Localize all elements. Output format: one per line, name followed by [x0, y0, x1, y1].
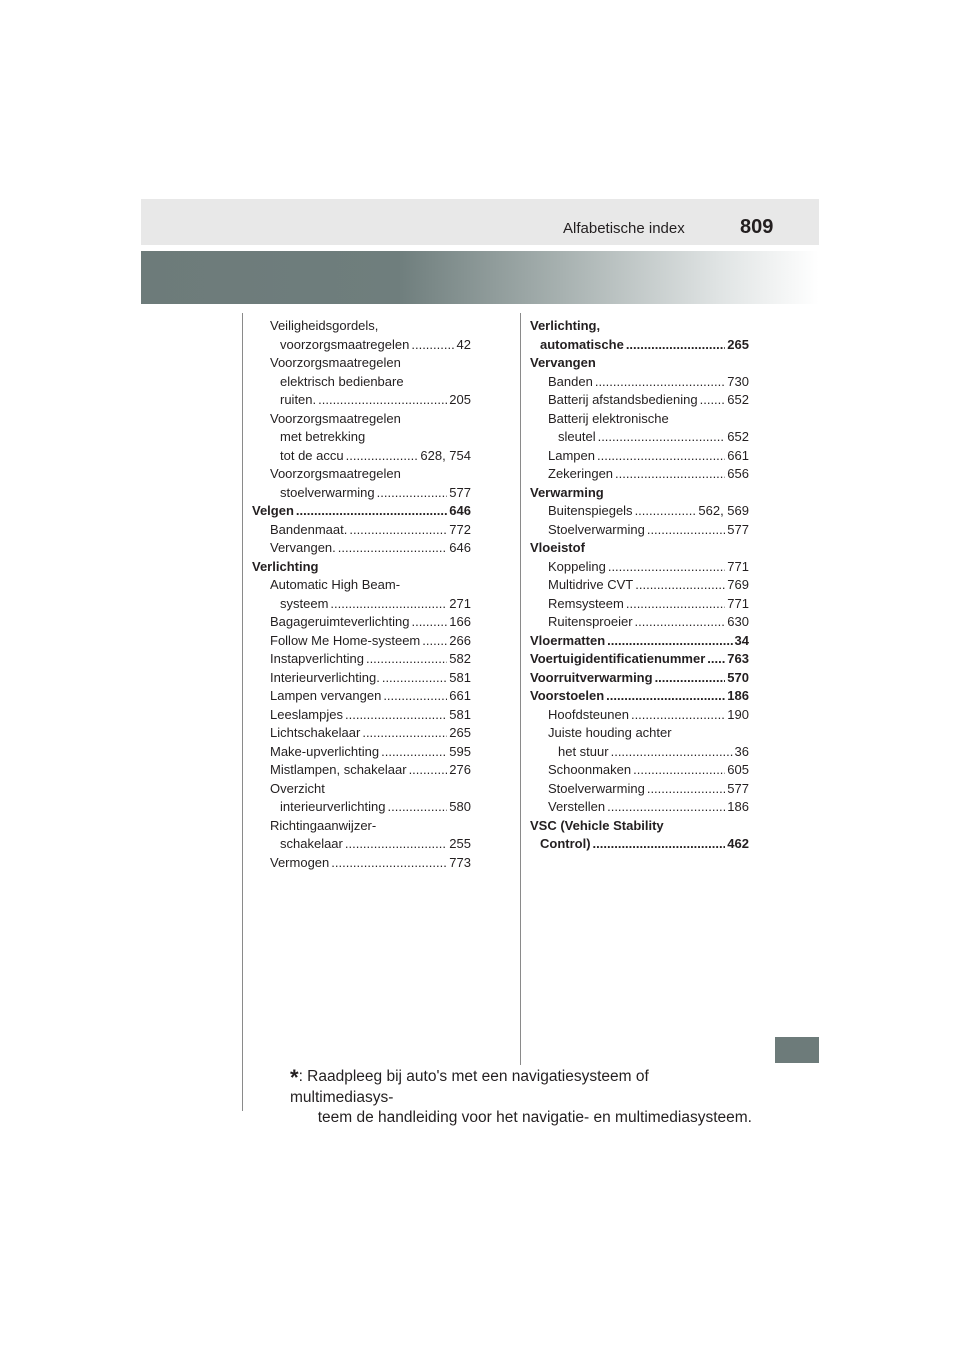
- index-entry-term: Voorzorgsmaatregelen: [270, 410, 401, 426]
- dot-leader: [606, 687, 725, 706]
- index-entry-term: Schoonmaken: [548, 762, 632, 777]
- index-entry-term: Batterij elektronische: [548, 410, 669, 426]
- dot-leader: [349, 521, 447, 540]
- index-entry-term: tot de accu: [280, 447, 344, 463]
- index-entry-term: Koppeling: [548, 558, 606, 574]
- index-entry-term: sleutel: [558, 429, 596, 444]
- dot-leader: [388, 798, 448, 817]
- index-entry: [530, 743, 749, 762]
- dot-leader: [611, 743, 733, 762]
- index-entry-term: Follow Me Home-systeem: [270, 632, 421, 648]
- dot-leader: [377, 484, 448, 503]
- dot-leader: [615, 465, 725, 484]
- footnote-marker: *: [290, 1065, 299, 1090]
- index-entry: [252, 743, 471, 762]
- index-entry: [530, 576, 749, 595]
- index-entry: [530, 391, 749, 410]
- index-entry-term: Voorstoelen: [530, 688, 605, 703]
- index-entry-term: Voorzorgsmaatregelen: [270, 466, 401, 481]
- section-thumb-tab: [775, 1037, 819, 1063]
- left-column-rule: [242, 313, 243, 1111]
- index-entry-page: 730: [727, 373, 749, 389]
- dot-leader: [362, 724, 447, 743]
- index-entry-page: 271: [449, 595, 471, 611]
- index-entry: [252, 650, 471, 669]
- index-entry-page: 186: [727, 688, 749, 703]
- index-entry: [530, 558, 749, 577]
- index-entry: [530, 706, 749, 725]
- index-entry: [252, 317, 471, 336]
- index-entry-term: Vermogen: [270, 854, 330, 870]
- index-entry: [530, 447, 749, 466]
- index-entry-page: 581: [449, 669, 471, 685]
- index-entry-term: Zekeringen: [548, 466, 614, 481]
- dot-leader: [607, 798, 725, 817]
- index-entry: [530, 595, 749, 614]
- index-entry-term: het stuur: [558, 743, 609, 759]
- index-entry: [252, 687, 471, 706]
- index-entry-term: Verwarming: [530, 484, 604, 500]
- index-entry-page: 772: [449, 521, 471, 537]
- header-bar: [141, 199, 819, 245]
- dot-leader: [296, 502, 447, 521]
- index-entry-page: 36: [734, 743, 749, 759]
- dot-leader: [655, 669, 726, 688]
- middle-column-rule: [520, 313, 521, 1065]
- dot-leader: [411, 336, 454, 355]
- index-entry-page: 577: [727, 521, 749, 537]
- index-entry-page: 186: [727, 799, 749, 814]
- index-entry-term: voorzorgsmaatregelen: [280, 336, 410, 352]
- index-entry: [530, 817, 749, 836]
- index-entry-term: Veiligheidsgordels,: [270, 318, 379, 333]
- index-entry-term: met betrekking: [280, 429, 366, 444]
- index-entry-term: systeem: [280, 595, 329, 611]
- index-entry: [530, 687, 749, 706]
- index-entry-term: schakelaar: [280, 836, 343, 851]
- header-gradient-band: [141, 251, 819, 304]
- dot-leader: [338, 539, 448, 558]
- dot-leader: [700, 391, 726, 410]
- index-entry-term: VSC (Vehicle Stability: [530, 817, 664, 833]
- index-entry-term: interieurverlichting: [280, 799, 386, 814]
- page-number: 809: [740, 216, 774, 238]
- dot-leader: [635, 502, 697, 521]
- index-entry: [252, 780, 471, 799]
- dot-leader: [597, 447, 725, 466]
- index-entry: [252, 706, 471, 725]
- index-entry: [252, 632, 471, 651]
- index-entry-page: 562, 569: [698, 503, 749, 518]
- dot-leader: [647, 521, 725, 540]
- index-entry-page: 656: [727, 466, 749, 481]
- dot-leader: [608, 558, 725, 577]
- index-entry: [530, 373, 749, 392]
- index-entry: [530, 669, 749, 688]
- index-entry-term: Overzicht: [270, 780, 325, 796]
- index-entry-term: Lampen vervangen: [270, 688, 382, 703]
- index-entry-page: 276: [449, 762, 471, 777]
- dot-leader: [631, 706, 725, 725]
- dot-leader: [331, 854, 447, 873]
- footnote-line-2: teem de handleiding voor het navigatie- en multimediasysteem.: [317, 1109, 752, 1126]
- index-entry-term: Verstellen: [548, 799, 606, 814]
- index-entry-term: Leeslampjes: [270, 706, 343, 722]
- index-entry-page: 580: [449, 799, 471, 814]
- index-entry: [530, 502, 749, 521]
- index-entry: [252, 798, 471, 817]
- index-entry: [530, 336, 749, 355]
- dot-leader: [707, 650, 725, 669]
- index-entry-page: 582: [449, 651, 471, 666]
- dot-leader: [345, 835, 447, 854]
- index-entry: [252, 410, 471, 429]
- index-entry: [530, 780, 749, 799]
- index-entry-page: 646: [449, 540, 471, 555]
- index-entry-term: Vloeistof: [530, 540, 585, 555]
- index-entry-page: 661: [727, 447, 749, 463]
- dot-leader: [635, 613, 726, 632]
- index-entry: [252, 539, 471, 558]
- index-entry: [530, 428, 749, 447]
- index-entry-term: Vervangen.: [270, 540, 336, 555]
- index-entry: [252, 613, 471, 632]
- dot-leader: [381, 743, 447, 762]
- index-entry-page: 771: [727, 558, 749, 574]
- index-entry-term: Lampen: [548, 447, 595, 463]
- dot-leader: [607, 632, 732, 651]
- index-entry-page: 628, 754: [420, 447, 471, 463]
- index-entry-term: stoelverwarming: [280, 484, 375, 500]
- dot-leader: [330, 595, 447, 614]
- index-entry: [252, 835, 471, 854]
- index-entry-page: 577: [449, 484, 471, 500]
- index-entry: [530, 354, 749, 373]
- index-entry-page: 265: [727, 336, 749, 352]
- index-entry-term: Remsysteem: [548, 595, 624, 611]
- index-entry-term: Juiste houding achter: [548, 725, 672, 740]
- dot-leader: [595, 373, 725, 392]
- index-entry: [252, 595, 471, 614]
- index-entry: [252, 336, 471, 355]
- index-entry-term: automatische: [540, 336, 624, 352]
- dot-leader: [411, 613, 447, 632]
- index-entry-term: Voertuigidentificatienummer: [530, 651, 706, 666]
- dot-leader: [635, 576, 725, 595]
- index-entry: [252, 576, 471, 595]
- dot-leader: [626, 595, 725, 614]
- dot-leader: [647, 780, 725, 799]
- index-entry: [530, 798, 749, 817]
- dot-leader: [598, 428, 726, 447]
- index-entry-page: 42: [456, 336, 471, 352]
- index-entry: [530, 521, 749, 540]
- index-entry-page: 652: [727, 429, 749, 444]
- index-entry: [530, 835, 749, 854]
- index-entry-page: 581: [449, 706, 471, 722]
- index-entry: [252, 817, 471, 836]
- index-entry-page: 577: [727, 780, 749, 796]
- index-entry: [530, 484, 749, 503]
- dot-leader: [383, 687, 447, 706]
- index-entry: [252, 391, 471, 410]
- footnote-text-1: : Raadpleeg bij auto's met een navigatiesysteem of multimediasys-: [290, 1068, 649, 1106]
- dot-leader: [422, 632, 447, 651]
- index-entry: [252, 447, 471, 466]
- index-entry-page: 266: [449, 632, 471, 648]
- index-entry-term: Velgen: [252, 503, 294, 518]
- index-entry: [252, 354, 471, 373]
- index-entry-term: Instapverlichting: [270, 651, 364, 666]
- index-entry: [530, 632, 749, 651]
- index-entry-page: 773: [449, 854, 471, 870]
- index-entry-term: Verlichting: [252, 558, 319, 574]
- index-entry-term: Stoelverwarming: [548, 521, 645, 537]
- index-entry-term: Control): [540, 836, 591, 851]
- index-entry-page: 595: [449, 743, 471, 759]
- index-entry-page: 630: [727, 614, 749, 629]
- index-entry-term: Stoelverwarming: [548, 780, 645, 796]
- dot-leader: [593, 835, 726, 854]
- index-entry-term: Voorzorgsmaatregelen: [270, 355, 401, 370]
- index-entry: [252, 502, 471, 521]
- index-entry-page: 166: [449, 614, 471, 629]
- index-entry: [252, 465, 471, 484]
- index-entry: [530, 317, 749, 336]
- index-entry: [252, 558, 471, 577]
- index-entry-page: 462: [727, 836, 749, 851]
- dot-leader: [382, 669, 447, 688]
- index-entry-page: 771: [727, 595, 749, 611]
- index-entry-page: 769: [727, 577, 749, 592]
- index-entry-page: 763: [727, 651, 749, 666]
- index-column-left: [252, 317, 471, 872]
- index-entry: [530, 613, 749, 632]
- dot-leader: [626, 336, 725, 355]
- index-entry-term: Mistlampen, schakelaar: [270, 762, 407, 777]
- index-entry-term: Vervangen: [530, 355, 596, 370]
- index-entry-term: Richtingaanwijzer-: [270, 817, 377, 833]
- index-entry-term: Banden: [548, 373, 593, 389]
- index-entry-term: Verlichting,: [530, 318, 601, 333]
- index-column-right: [530, 317, 749, 854]
- index-entry-page: 265: [449, 725, 471, 740]
- index-entry-page: 255: [449, 836, 471, 851]
- index-entry: [252, 669, 471, 688]
- index-entry-term: Ruitensproeier: [548, 614, 633, 629]
- dot-leader: [346, 447, 419, 466]
- index-entry-term: Hoofdsteunen: [548, 706, 629, 722]
- index-entry-term: Bandenmaat.: [270, 521, 348, 537]
- index-entry: [252, 854, 471, 873]
- index-entry-term: Multidrive CVT: [548, 577, 634, 592]
- index-entry: [252, 521, 471, 540]
- dot-leader: [409, 761, 448, 780]
- footnote: [290, 1067, 752, 1128]
- index-entry: [252, 484, 471, 503]
- index-entry-page: 646: [449, 503, 471, 518]
- index-entry-term: Lichtschakelaar: [270, 725, 361, 740]
- index-entry: [252, 428, 471, 447]
- page-title: Alfabetische index: [563, 220, 685, 237]
- index-entry: [530, 650, 749, 669]
- index-entry: [530, 761, 749, 780]
- dot-leader: [633, 761, 725, 780]
- index-entry-term: Interieurverlichting.: [270, 669, 380, 685]
- index-entry-term: ruiten.: [280, 392, 317, 407]
- index-entry-term: Vloermatten: [530, 632, 606, 648]
- index-entry: [252, 373, 471, 392]
- dot-leader: [345, 706, 447, 725]
- index-entry: [530, 410, 749, 429]
- index-entry-term: elektrisch bedienbare: [280, 373, 404, 389]
- index-entry: [252, 761, 471, 780]
- index-entry-page: 570: [727, 669, 749, 685]
- index-entry-page: 205: [449, 392, 471, 407]
- index-entry-term: Batterij afstandsbediening: [548, 392, 698, 407]
- index-entry-page: 661: [449, 688, 471, 703]
- index-entry-page: 652: [727, 392, 749, 407]
- dot-leader: [318, 391, 447, 410]
- index-entry-term: Buitenspiegels: [548, 503, 633, 518]
- footnote-line-1: [290, 1067, 752, 1108]
- dot-leader: [366, 650, 447, 669]
- index-entry-page: 34: [734, 632, 749, 648]
- index-entry-page: 605: [727, 762, 749, 777]
- index-entry: [530, 724, 749, 743]
- index-entry-term: Automatic High Beam-: [270, 577, 401, 592]
- index-entry-term: Voorruitverwarming: [530, 669, 653, 685]
- index-entry: [530, 465, 749, 484]
- index-entry: [530, 539, 749, 558]
- index-entry-page: 190: [727, 706, 749, 722]
- index-entry-term: Bagageruimteverlichting: [270, 614, 410, 629]
- index-entry: [252, 724, 471, 743]
- index-entry-term: Make-upverlichting: [270, 743, 380, 759]
